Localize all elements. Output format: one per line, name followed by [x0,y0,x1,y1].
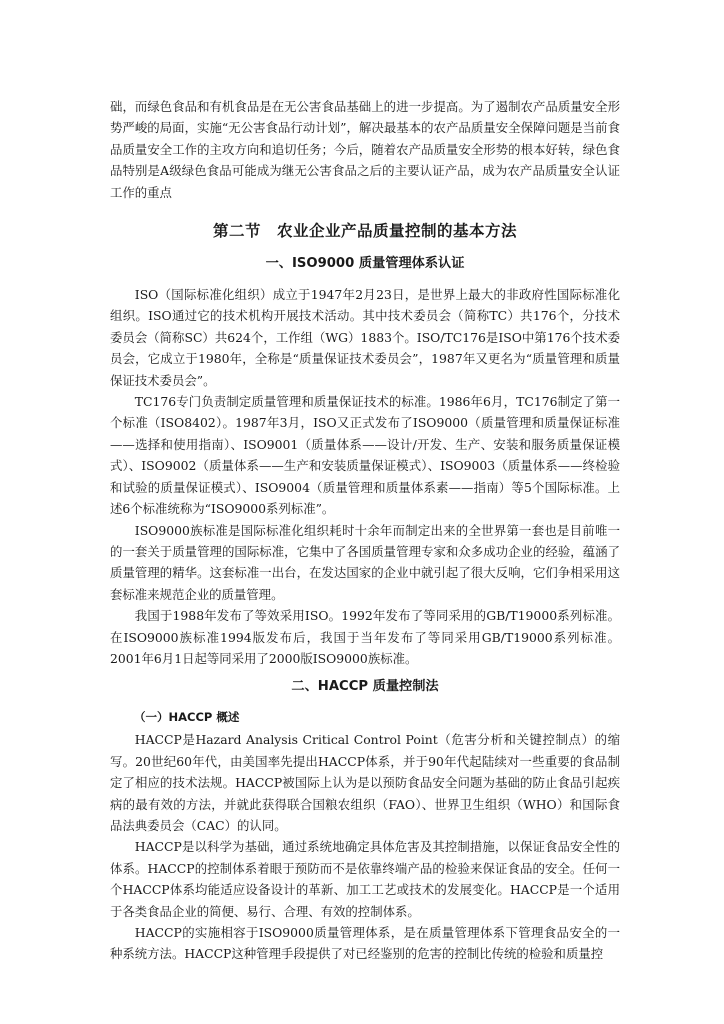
paragraph: HACCP是Hazard Analysis Critical Control Point（危害分析和关键控制点）的缩写。20世纪60年代，由美国率先提出HACCP体系，并于90年代起陆续对一些重要的食品制定了相应的技术法规。HACCP被国际上认为是以预防食品安全问题为基础的防止食品引起疾病的最有效的方法，并就此获得联合国粮农组织（FAO）、世界卫生组织（WHO）和国际食品法典委员会（CAC）的认同。 [110,732,620,833]
section-title: 第二节 农业企业产品质量控制的基本方法 [212,222,517,241]
paragraph: 我国于1988年发布了等效采用ISO。1992年发布了等同采用的GB/T19000系列标准。在ISO9000族标准1994版发布后，我国于当年发布了等同采用GB/T19000系列标准。2001年6月1日起等同采用了2000版ISO9000族标准。 [110,608,620,666]
paragraph: HACCP是以科学为基础，通过系统地确定具体危害及其控制措施，以保证食品安全性的体系。HACCP的控制体系着眼于预防而不是依靠终端产品的检验来保证食品的安全。任何一个HACCP体系均能适应设备设计的革新、加工工艺或技术的发展变化。HACCP是一个适用于各类食品企业的简便、易行、合理、有效的控制体系。 [110,839,620,919]
paragraph: TC176专门负责制定质量管理和质量保证技术的标准。1986年6月，TC176制定了第一个标准（ISO8402）。1987年3月，ISO又正式发布了ISO9000（质量管理和质量保证标准——选择和使用指南）、ISO9001（质量体系——设计/开发、生产、安装和服务质量保证模式）、ISO9002（质量体系——生产和安装质量保证模式）、ISO9003（质量体系——终检验和试验的质量保证模式）、ISO9004（质量管理和质量体系素——指南）等5个国际标准。上述6个标准统称为“ISO9000系列标准”。 [110,394,620,517]
paragraph: ISO（国际标准化组织）成立于1947年2月23日，是世界上最大的非政府性国际标准化组织。ISO通过它的技术机构开展技术活动。其中技术委员会（简称TC）共176个，分技术委员会（简称SC）共624个，工作组（WG）1883个。ISO/TC176是ISO中第176个技术委员会，它成立于1980年，全称是“质量保证技术委员会”，1987年又更名为“质量管理和质量保证技术委员会”。 [110,287,620,388]
paragraph: HACCP的实施相容于ISO9000质量管理体系，是在质量管理体系下管理食品安全的一种系统方法。HACCP这种管理手段提供了对已经鉴别的危害的控制比传统的检验和质量控 [110,925,620,962]
item-title-haccp-overview: （一）HACCP 概述 [134,710,240,725]
paragraph: ISO9000族标准是国际标准化组织耗时十余年而制定出来的全世界第一套也是目前唯一的一套关于质量管理的国际标准，它集中了各国质量管理专家和众多成功企业的经验，蕴涵了质量管理的精华。这套标准一出台，在发达国家的企业中就引起了很大反响，它们争相采用这套标准来规范企业的质量管理。 [110,522,620,602]
document-page [110,96,620,965]
subsection-title-iso9000: 一、ISO9000 质量管理体系认证 [265,256,465,272]
intro-paragraph: 础，而绿色食品和有机食品是在无公害食品基础上的进一步提高。为了遏制农产品质量安全形势严峻的局面，实施“无公害食品行动计划”，解决最基本的农产品质量安全保障问题是当前食品质量安全工作的主攻方向和追切任务；今后，随着农产品质量安全形势的根本好转，绿色食品特别是A级绿色食品可能成为继无公害食品之后的主要认证产品，成为农产品质量安全认证工作的重点 [110,99,620,200]
subsection-title-haccp: 二、HACCP 质量控制法 [291,679,439,695]
